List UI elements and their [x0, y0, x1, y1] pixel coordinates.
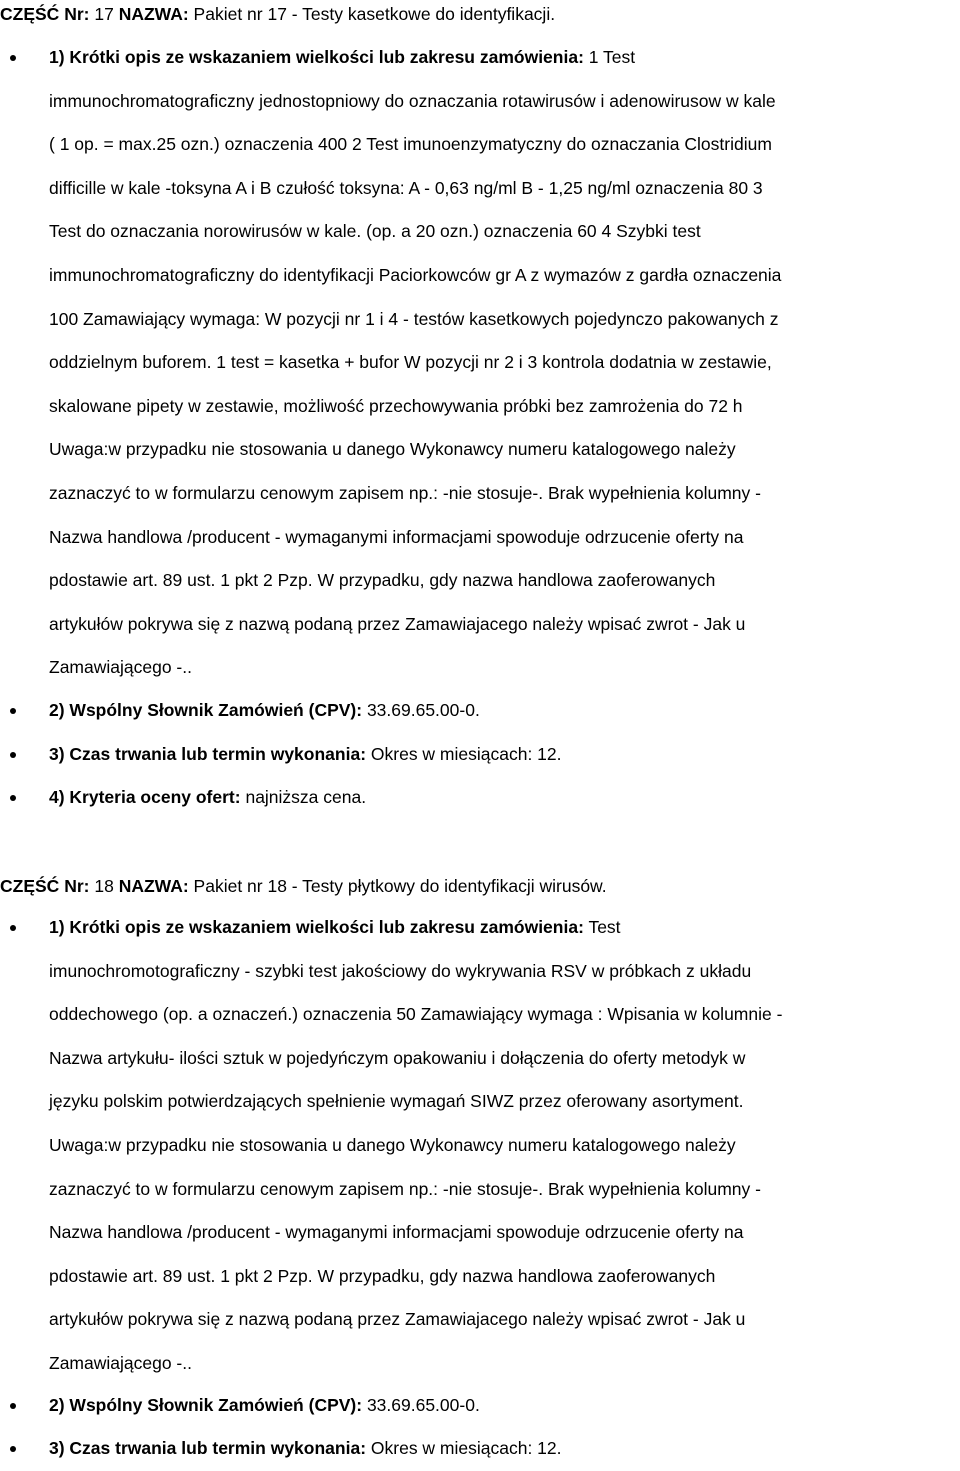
cpv-label: 2) Wspólny Słownik Zamówień (CPV):	[49, 1395, 363, 1415]
duration-value: Okres w miesiącach: 12.	[366, 1438, 562, 1458]
item-1-line: Zamawiającego -..	[49, 1352, 192, 1373]
item-1-line: artykułów pokrywa się z nazwą podaną przez Zamawiajacego należy wpisać zwrot - Jak u	[49, 613, 746, 634]
item-1-line: zaznaczyć to w formularzu cenowym zapisem np.: -nie stosuje-. Brak wypełnienia kolumny -	[49, 1178, 761, 1199]
item-4-text	[49, 776, 960, 820]
item-3-text	[49, 733, 960, 777]
name-label: NAZWA:	[118, 876, 189, 896]
item-1-text	[49, 906, 960, 1386]
bullet-icon	[10, 55, 16, 61]
duration-label: 3) Czas trwania lub termin wykonania:	[49, 744, 367, 764]
bullet-icon	[10, 1403, 16, 1409]
item-3-text	[49, 1427, 960, 1471]
cpv-label: 2) Wspólny Słownik Zamówień (CPV):	[49, 700, 363, 720]
part-17-header	[0, 2, 555, 26]
name-label: NAZWA:	[118, 4, 189, 24]
item-1-line: oddechowego (op. a oznaczeń.) oznaczenia 50 Zamawiający wymaga : Wpisania w kolumnie -	[49, 1004, 783, 1025]
bullet-icon	[10, 752, 16, 758]
item-1-line: 1 Test	[583, 47, 636, 67]
bullet-icon	[10, 708, 16, 714]
item-1-line: pdostawie art. 89 ust. 1 pkt 2 Pzp. W przypadku, gdy nazwa handlowa zaoferowanych	[49, 1265, 716, 1286]
part-label: CZĘŚĆ	[0, 876, 60, 896]
item-1-line: Test do oznaczania norowirusów w kale. (op. a 20 ozn.) oznaczenia 60 4 Szybki test	[49, 221, 701, 242]
nr-value: 17	[94, 4, 114, 24]
cpv-value: 33.69.65.00-0.	[362, 700, 480, 720]
item-1-line: pdostawie art. 89 ust. 1 pkt 2 Pzp. W przypadku, gdy nazwa handlowa zaoferowanych	[49, 570, 716, 591]
nr-label: Nr:	[64, 876, 90, 896]
bullet-icon	[10, 925, 16, 931]
item-1-line: Zamawiającego -..	[49, 657, 192, 678]
item-2-text	[49, 1384, 960, 1428]
nr-label: Nr:	[64, 4, 90, 24]
item-2-text	[49, 689, 960, 733]
part-18-header	[0, 874, 607, 898]
item-1-line: skalowane pipety w zestawie, możliwość przechowywania próbki bez zamrożenia do 72 h	[49, 395, 743, 416]
item-1-line: ( 1 op. = max.25 ozn.) oznaczenia 400 2 Test imunoenzymatyczny do oznaczania Clostridium	[49, 134, 772, 155]
cpv-value: 33.69.65.00-0.	[362, 1395, 480, 1415]
item-1-line: artykułów pokrywa się z nazwą podaną przez Zamawiajacego należy wpisać zwrot - Jak u	[49, 1309, 746, 1330]
item-1-line: Nazwa handlowa /producent - wymaganymi informacjami spowoduje odrzucenie oferty na	[49, 1222, 744, 1243]
duration-label: 3) Czas trwania lub termin wykonania:	[49, 1438, 367, 1458]
item-1-line: Uwaga:w przypadku nie stosowania u danego Wykonawcy numeru katalogowego należy	[49, 439, 736, 460]
duration-value: Okres w miesiącach: 12.	[366, 744, 562, 764]
item-1-line: 100 Zamawiający wymaga: W pozycji nr 1 i 4 - testów kasetkowych pojedynczo pakowanych z	[49, 308, 779, 329]
item-1-line: oddzielnym buforem. 1 test = kasetka + bufor W pozycji nr 2 i 3 kontrola dodatnia w zestawie,	[49, 352, 772, 373]
item-1-line: Test	[583, 917, 621, 937]
nr-value: 18	[94, 876, 114, 896]
item-1-label: 1) Krótki opis ze wskazaniem wielkości lub zakresu zamówienia:	[49, 917, 584, 937]
name-value: Pakiet nr 18 - Testy płytkowy do identyfikacji wirusów.	[193, 876, 607, 896]
item-1-line: immunochromatograficzny jednostopniowy do oznaczania rotawirusów i adenowirusow w kale	[49, 90, 776, 111]
criteria-value: najniższa cena.	[240, 787, 367, 807]
item-1-line: immunochromatograficzny do identyfikacji Paciorkowców gr A z wymazów z gardła oznaczenia	[49, 264, 782, 285]
item-1-line: difficille w kale -toksyna A i B czułość toksyna: A - 0,63 ng/ml B - 1,25 ng/ml oznaczenia 80 3	[49, 177, 763, 198]
bullet-icon	[10, 1446, 16, 1452]
item-1-line: języku polskim potwierdzających spełnienie wymagań SIWZ przez oferowany asortyment.	[49, 1091, 744, 1112]
bullet-icon	[10, 795, 16, 801]
part-label: CZĘŚĆ	[0, 4, 60, 24]
item-1-text	[49, 36, 960, 690]
item-1-line: Nazwa artykułu- ilości sztuk w pojedyńczym opakowaniu i dołączenia do oferty metodyk w	[49, 1047, 746, 1068]
item-1-line: Uwaga:w przypadku nie stosowania u danego Wykonawcy numeru katalogowego należy	[49, 1134, 736, 1155]
item-1-line: imunochromotograficzny - szybki test jakościowy do wykrywania RSV w próbkach z układu	[49, 960, 752, 981]
item-1-label: 1) Krótki opis ze wskazaniem wielkości lub zakresu zamówienia:	[49, 47, 584, 67]
name-value: Pakiet nr 17 - Testy kasetkowe do identyfikacji.	[193, 4, 556, 24]
criteria-label: 4) Kryteria oceny ofert:	[49, 787, 241, 807]
item-1-line: Nazwa handlowa /producent - wymaganymi informacjami spowoduje odrzucenie oferty na	[49, 526, 744, 547]
item-1-line: zaznaczyć to w formularzu cenowym zapisem np.: -nie stosuje-. Brak wypełnienia kolumny -	[49, 482, 761, 503]
